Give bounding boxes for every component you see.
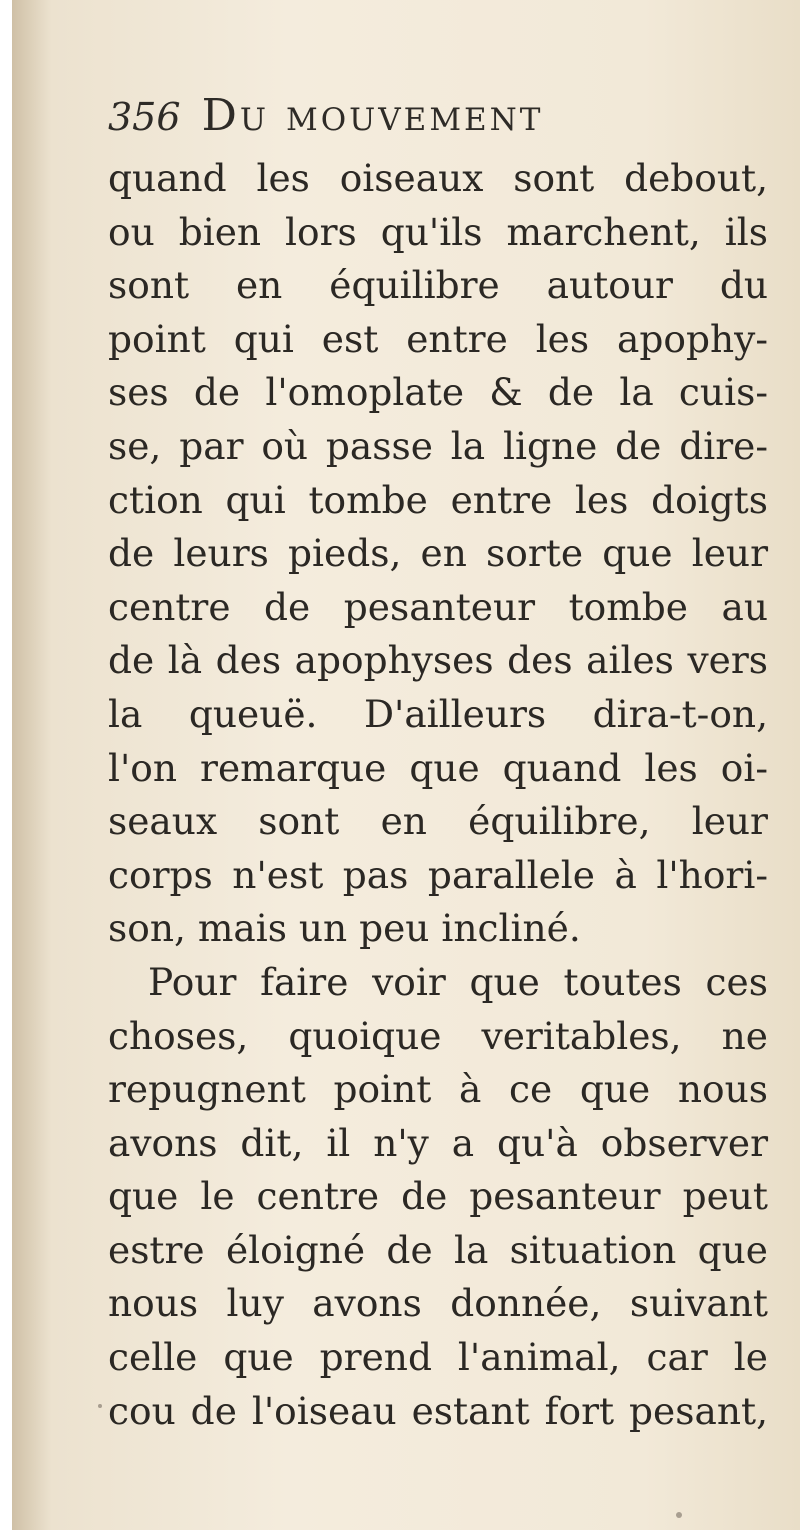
running-title: Du mouvement [201, 90, 544, 141]
page-margin-edge [0, 0, 12, 1530]
ink-speck [98, 1404, 102, 1408]
text-line: ses de l'omoplate & de la cuis- [108, 370, 768, 415]
text-line: de là des apophyses des ailes vers [108, 638, 768, 683]
text-line: ou bien lors qu'ils marchent, ils [108, 209, 768, 254]
text-line: quand les oiseaux sont debout, [108, 156, 768, 200]
text-line: nous luy avons donnée, suivant [108, 1281, 768, 1326]
text-line: sont en équilibre autour du [108, 263, 768, 308]
text-line: l'on remarque que quand les oi- [108, 745, 768, 790]
ink-speck [676, 1512, 682, 1518]
text-line: avons dit, il n'y a qu'à observer [108, 1120, 768, 1165]
text-line: centre de pesanteur tombe au [108, 584, 768, 629]
text-line: corps n'est pas parallele à l'hori- [108, 852, 768, 897]
text-line: ction qui tombe entre les doigts [108, 477, 768, 522]
text-line: repugnent point à ce que nous [108, 1067, 768, 1112]
text-line: estre éloigné de la situation que [108, 1227, 768, 1272]
text-line: point qui est entre les apophy- [108, 316, 768, 361]
text-line: seaux sont en équilibre, leur [108, 799, 768, 844]
text-line: la queuë. D'ailleurs dira-t-on, [108, 691, 768, 736]
text-line: celle que prend l'animal, car le [108, 1335, 768, 1380]
text-line: son, mais un peu incliné. [108, 906, 581, 951]
page-header [108, 90, 544, 141]
text-line: choses, quoique veritables, ne [108, 1013, 768, 1058]
paragraph-start-line: Pour faire voir que toutes ces [148, 959, 768, 1004]
text-line: cou de l'oiseau estant fort pesant, [108, 1388, 768, 1433]
body-text [108, 152, 768, 1438]
text-line: de leurs pieds, en sorte que leur [108, 531, 768, 576]
text-line: se, par où passe la ligne de dire- [108, 423, 768, 468]
text-line: que le centre de pesanteur peut [108, 1174, 768, 1219]
page-number: 356 [108, 95, 181, 139]
